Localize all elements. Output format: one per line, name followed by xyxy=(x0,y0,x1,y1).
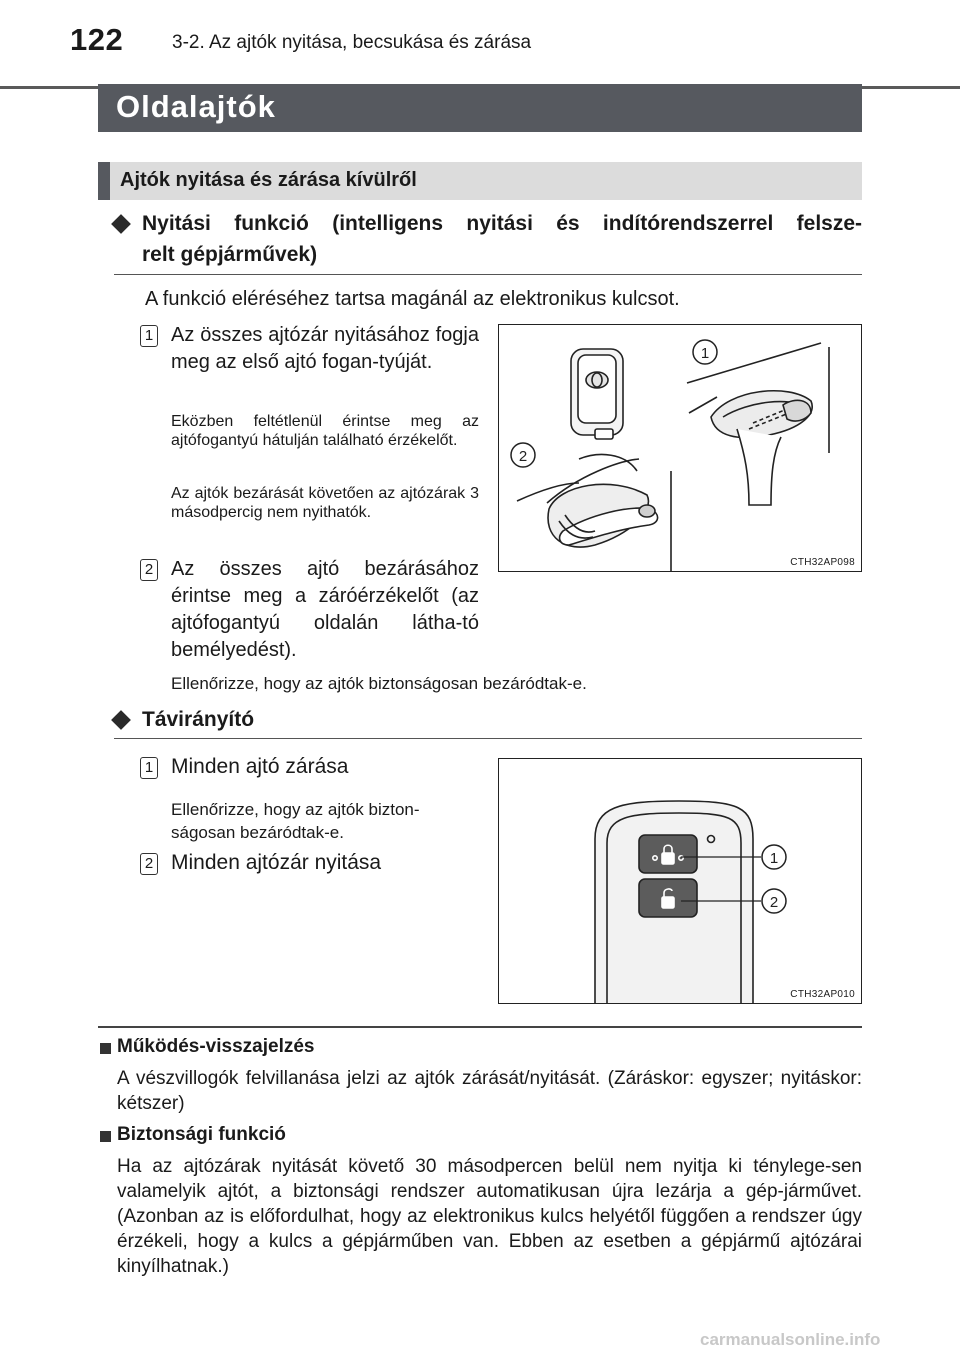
running-head: 3-2. Az ajtók nyitása, becsukása és zárása xyxy=(172,32,532,53)
remote-key-drawing xyxy=(499,759,861,1003)
square-bullet-icon xyxy=(100,1043,111,1054)
callout-2 xyxy=(511,443,535,467)
remote-step1-text: Minden ajtó zárása xyxy=(171,755,349,778)
notes-rule xyxy=(98,1026,862,1028)
callout-1 xyxy=(762,845,786,869)
note-text: A vészvillogók felvillanása jelzi az ajtók zárását/nyitását. (Záráskor: egyszer; nyitáskor: kétszer) xyxy=(117,1068,862,1114)
svg-text:2: 2 xyxy=(769,894,779,911)
smart-entry-heading xyxy=(114,208,862,270)
watermark: carmanualsonline.info xyxy=(700,1330,881,1349)
figure-code: CTH32AP010 xyxy=(790,989,855,1000)
svg-text:2: 2 xyxy=(518,448,528,465)
step-number: 1 xyxy=(140,757,158,779)
door-handle-illustration xyxy=(498,324,862,572)
smart-entry-heading-line2: relt gépjárművek) xyxy=(142,243,318,266)
svg-text:1: 1 xyxy=(769,850,779,867)
door-handle-drawing xyxy=(499,325,861,571)
lock-check-note: Ellenőrizze, hogy az ajtók biztonságosan bezáródtak-e. xyxy=(171,674,587,693)
step2-text: Az összes ajtó bezárásához érintse meg a záróérzékelőt (az ajtófogantyú oldalán látha-tó bemélyedést). xyxy=(171,558,479,661)
page-number: 122 xyxy=(70,22,124,57)
callout-2 xyxy=(762,889,786,913)
page-header xyxy=(0,22,960,68)
heading-rule xyxy=(114,274,862,275)
title-bar xyxy=(98,84,862,132)
smart-entry-heading-line1: Nyitási funkció (intelligens nyitási és indítórendszerrel felsze- xyxy=(142,212,862,235)
smart-entry-intro: A funkció eléréséhez tartsa magánál az elektronikus kulcsot. xyxy=(145,288,680,310)
step-number: 2 xyxy=(140,853,158,875)
callout-1 xyxy=(693,340,717,364)
step1-note2: Az ajtók bezárását követően az ajtózárak 3 másodpercig nem nyithatók. xyxy=(171,485,479,521)
remote-key-illustration xyxy=(498,758,862,1004)
note-text: Ha az ajtózárak nyitását követő 30 másodpercen belül nem nyitja ki ténylege-sen valamelyik ajtót, a biztonsági rendszer automatikusan újra lezárja a gép-járművet. (Azonban az is előfordulhat, hogy az elektronikus kulcs helyétől függően a rendszer úgy érzékeli, hogy a kulcs a gépjárműben van. Ebben az esetben a gépjármű ajtózárai kinyílhatnak.) xyxy=(117,1156,862,1277)
figure-code: CTH32AP098 xyxy=(790,557,855,568)
svg-text:1: 1 xyxy=(700,345,710,362)
step1-note1: Eközben feltétlenül érintse meg az ajtófogantyú hátulján található érzékelőt. xyxy=(171,413,479,449)
section-title: Ajtók nyitása és zárása kívülről xyxy=(120,169,417,191)
remote-step2-text: Minden ajtózár nyitása xyxy=(171,851,382,874)
heading-rule xyxy=(114,738,862,739)
step-number: 1 xyxy=(140,325,158,347)
note-title: Működés-visszajelzés xyxy=(117,1036,315,1057)
remote-heading-text: Távirányító xyxy=(142,708,255,731)
step1-text: Az összes ajtózár nyitásához fogja meg az első ajtó fogan-tyúját. xyxy=(171,324,479,373)
page-title: Oldalajtók xyxy=(116,89,276,124)
remote-heading xyxy=(114,704,862,735)
section-bar xyxy=(98,162,862,200)
step-number: 2 xyxy=(140,559,158,581)
remote-step1-note: Ellenőrizze, hogy az ajtók bizton-ságosan bezáródtak-e. xyxy=(171,800,420,842)
note-title: Biztonsági funkció xyxy=(117,1124,286,1145)
square-bullet-icon xyxy=(100,1131,111,1142)
